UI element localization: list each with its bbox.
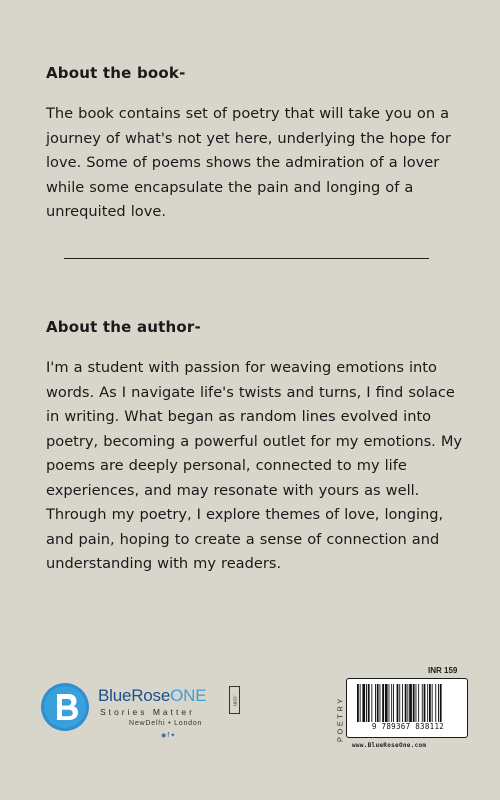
bluerose-logo-icon (40, 682, 90, 732)
about-author-text: I'm a student with passion for weaving emotions into words. As I navigate life's twists and turns, I find solace in writing. What began as random lines evolved into poetry, becoming a powerful outlet for my emotions. My poems are deeply personal, connected to my life experiences, and may resonate with yours as well. Through my poetry, I explore themes of love, longing, and pain, hoping to create a sense of connection and understanding with my readers. (46, 359, 463, 572)
publisher-logo (40, 682, 250, 762)
brand-name-one: ONE (170, 686, 207, 705)
about-book-heading: About the book- (46, 64, 186, 82)
about-author-heading: About the author- (46, 318, 201, 336)
twitter-icon: ✦ (170, 732, 176, 739)
brand-domain-badge: .com (229, 686, 240, 714)
barcode (346, 678, 468, 738)
brand-locations: NewDelhi • London (129, 720, 203, 727)
social-icons (161, 732, 175, 739)
publisher-website: www.BlueRoseOne.com (352, 742, 427, 749)
instagram-icon: ◉ (161, 732, 167, 739)
genre-label: POETRY (335, 696, 345, 742)
isbn-number: 9 789367 838112 (371, 722, 445, 731)
brand-name-main: BlueRose (98, 686, 171, 705)
brand-name (98, 686, 206, 706)
section-divider (64, 258, 429, 259)
facebook-icon: f (167, 732, 170, 739)
brand-tagline: Stories Matter (100, 707, 195, 717)
about-book-text: The book contains set of poetry that will take you on a journey of what's not yet here, underlying the hope for love. Some of poems shows the admiration of a lover while some encapsulate the pain and longing of a unrequited love. (46, 105, 451, 220)
barcode-bars (357, 684, 459, 722)
price-label: INR 159 (428, 666, 458, 675)
